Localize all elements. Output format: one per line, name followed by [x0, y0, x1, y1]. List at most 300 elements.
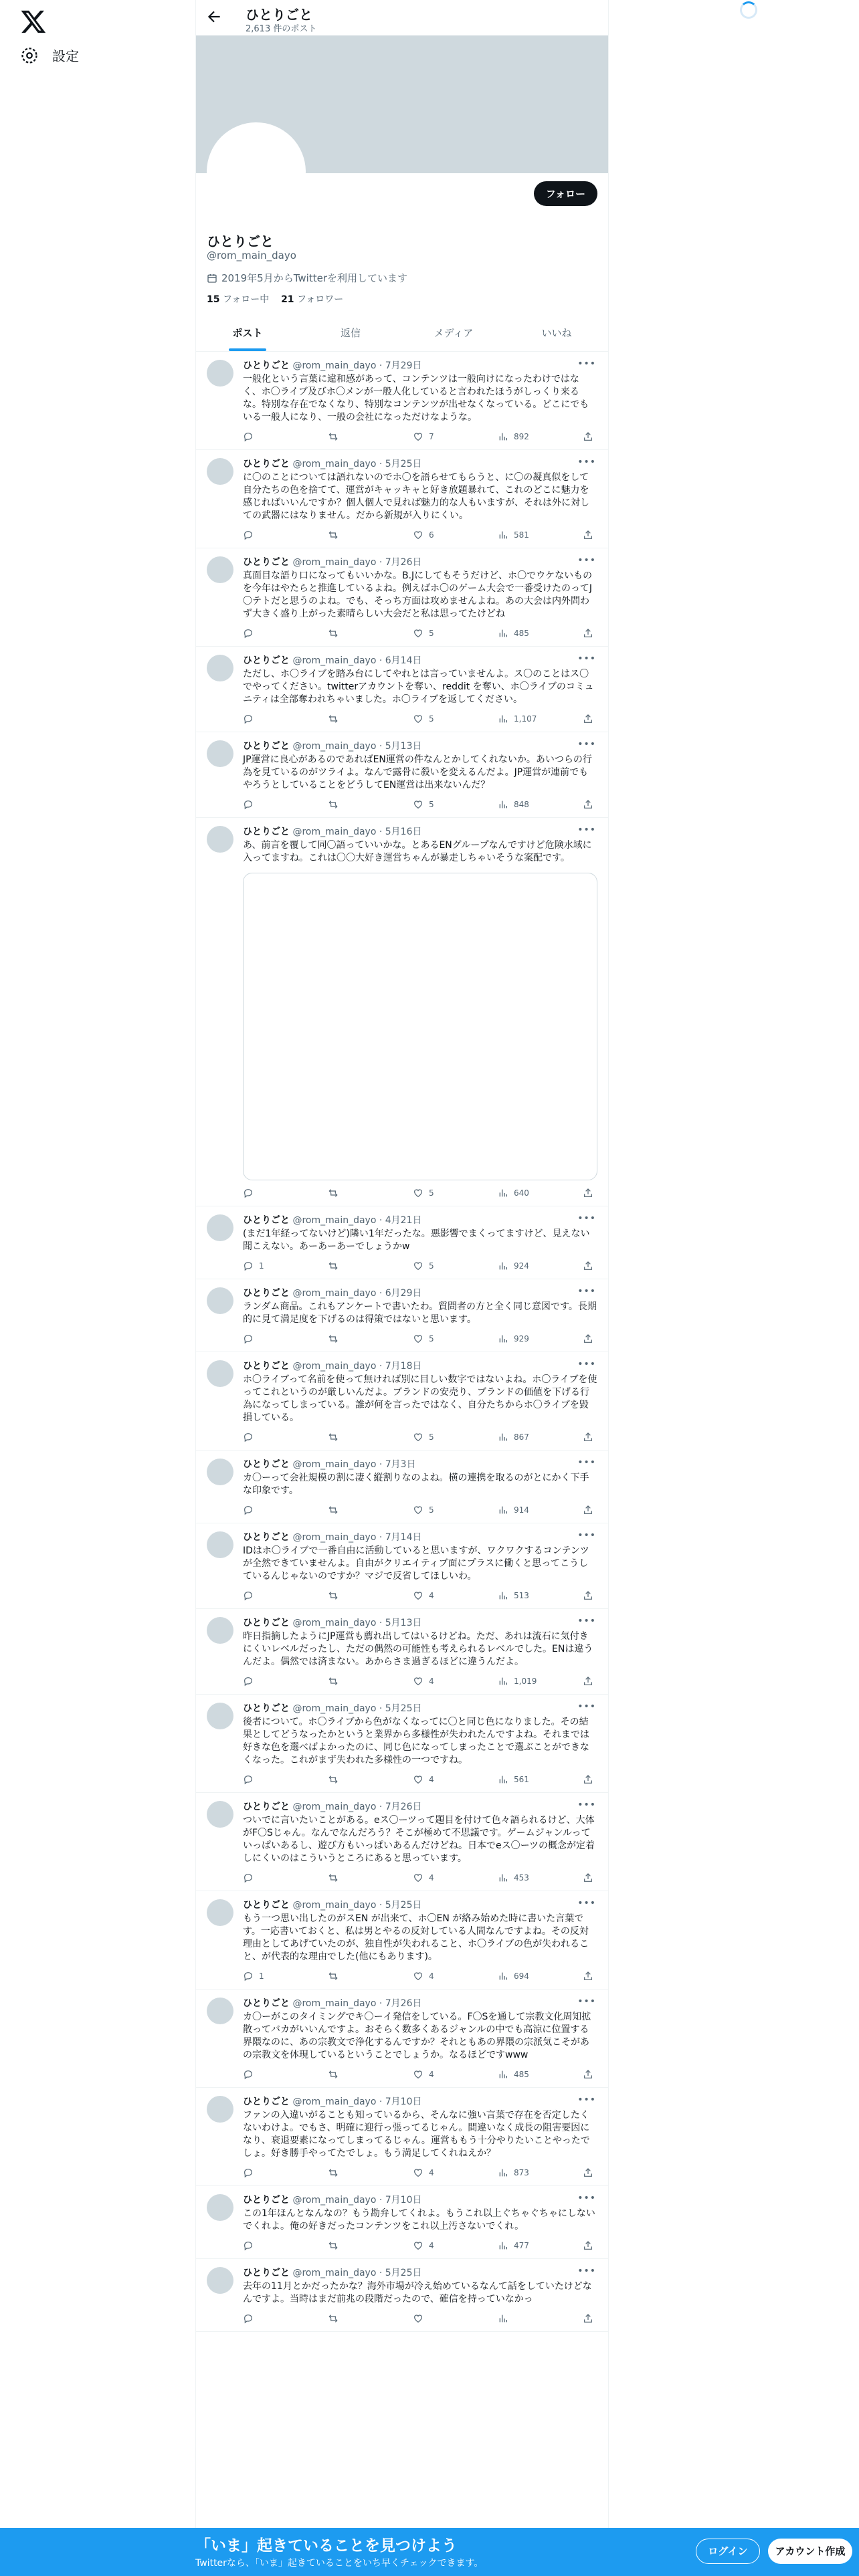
share-button[interactable]	[583, 1431, 593, 1443]
tab-replies[interactable]: 返信	[340, 327, 361, 339]
tweet-avatar[interactable]	[207, 556, 233, 583]
tweet-handle[interactable]: @rom_main_dayo	[292, 1703, 377, 1714]
like-button[interactable]	[413, 1333, 474, 1345]
tweet[interactable]	[196, 450, 608, 548]
like-button[interactable]	[413, 1872, 474, 1884]
tweet[interactable]	[196, 1609, 608, 1695]
view-count: 867	[514, 1432, 529, 1442]
tweet-avatar[interactable]	[207, 1214, 233, 1241]
like-count: 5	[429, 1432, 434, 1442]
repost-icon	[328, 1333, 339, 1344]
tweet-date[interactable]: 5月13日	[385, 1618, 422, 1628]
reply-button[interactable]	[243, 1333, 304, 1345]
reply-button[interactable]	[243, 1187, 304, 1199]
tweet-author-name[interactable]: ひとりごと	[243, 1802, 290, 1812]
view-count: 581	[514, 530, 529, 540]
tweet-handle[interactable]: @rom_main_dayo	[292, 2097, 377, 2107]
tweet-avatar[interactable]	[207, 1360, 233, 1387]
more-options-icon[interactable]: •••	[577, 653, 596, 664]
gear-icon	[20, 46, 39, 65]
tweet-actions	[243, 2240, 597, 2252]
repost-button[interactable]	[328, 1431, 389, 1443]
more-options-icon[interactable]: •••	[577, 1359, 596, 1370]
repost-button[interactable]	[328, 529, 389, 541]
tweet-handle[interactable]: @rom_main_dayo	[292, 655, 377, 666]
views-button[interactable]	[498, 1260, 559, 1272]
tweet-date[interactable]: 7月14日	[385, 1532, 422, 1543]
tweet-handle[interactable]: @rom_main_dayo	[292, 360, 377, 371]
tweet-date[interactable]: 7月29日	[385, 360, 422, 371]
share-button[interactable]	[583, 1774, 593, 1786]
tweet-author-name[interactable]: ひとりごと	[243, 741, 290, 752]
views-button[interactable]	[498, 2167, 559, 2179]
like-button[interactable]	[413, 1970, 474, 1982]
share-button[interactable]	[583, 1504, 593, 1516]
tweet-separator: ·	[376, 1532, 385, 1543]
reply-button[interactable]	[243, 713, 304, 725]
tweet[interactable]	[196, 1793, 608, 1891]
view-count: 873	[514, 2168, 529, 2177]
view-count: 513	[514, 1591, 529, 1600]
tweet-handle[interactable]: @rom_main_dayo	[292, 557, 377, 568]
tweet-actions	[243, 1774, 597, 1786]
reply-button[interactable]	[243, 1774, 304, 1786]
share-button[interactable]	[583, 2313, 593, 2325]
tweet-handle[interactable]: @rom_main_dayo	[292, 1215, 377, 1226]
view-count: 1,107	[514, 714, 537, 724]
share-button[interactable]	[583, 1872, 593, 1884]
main-column	[195, 0, 609, 2576]
repost-button[interactable]	[328, 1260, 389, 1272]
following-link[interactable]: 15 フォロー中	[207, 294, 270, 305]
heart-icon	[413, 1676, 423, 1687]
more-options-icon[interactable]: •••	[577, 739, 596, 750]
more-options-icon[interactable]: •••	[577, 2266, 596, 2276]
tweet-date[interactable]: 7月26日	[385, 1802, 422, 1812]
tweet-avatar[interactable]	[207, 1899, 233, 1926]
tweet[interactable]	[196, 1523, 608, 1609]
share-icon	[583, 1774, 593, 1785]
views-button[interactable]	[498, 2313, 559, 2325]
repost-button[interactable]	[328, 1774, 389, 1786]
tweet-date[interactable]: 5月25日	[385, 1703, 422, 1714]
calendar-icon	[207, 273, 217, 284]
more-options-icon[interactable]: •••	[577, 825, 596, 835]
repost-button[interactable]	[328, 1187, 389, 1199]
tweet-date[interactable]: 7月10日	[385, 2097, 422, 2107]
tweet-avatar[interactable]	[207, 1703, 233, 1729]
tweet[interactable]	[196, 1990, 608, 2088]
reply-button[interactable]	[243, 431, 304, 443]
tweet-author-name[interactable]: ひとりごと	[243, 360, 290, 371]
like-button[interactable]	[413, 1774, 474, 1786]
tweet-avatar[interactable]	[207, 655, 233, 681]
tweet-author-name[interactable]: ひとりごと	[243, 655, 290, 666]
tweet-author-name[interactable]: ひとりごと	[243, 1288, 290, 1299]
share-button[interactable]	[583, 1675, 593, 1687]
views-icon	[498, 714, 508, 724]
tab-posts[interactable]: ポスト	[196, 316, 299, 351]
reply-button[interactable]	[243, 2068, 304, 2080]
reply-button[interactable]	[243, 2240, 304, 2252]
reply-button[interactable]	[243, 529, 304, 541]
like-button[interactable]	[413, 1431, 474, 1443]
signup-button[interactable]: アカウント作成	[768, 2539, 852, 2564]
tweet-text: 後者について。ホ〇ライブから色がなくなってに〇と同じ色になりました。その結果としてどうなったかというと業界から多様性が失われたんですよね。それまでは好きな色を選べばよかったのに、同じ色になってしまったことで選ぶことができなくなった。これがまず失われた多様性の一つですね。	[243, 1717, 589, 1765]
tweet[interactable]	[196, 352, 608, 450]
tweet[interactable]	[196, 1206, 608, 1279]
like-button[interactable]	[413, 1504, 474, 1516]
tweet-actions	[243, 1504, 597, 1516]
tweet-text: ランダム商品。これもアンケートで書いたわ。質問者の方と全く同じ意図です。長期的に見て満足度を下げるのは得策ではないと思います。	[243, 1301, 597, 1325]
heart-icon	[413, 2313, 423, 2324]
tweet-date[interactable]: 7月10日	[385, 2195, 422, 2206]
like-count: 4	[429, 1775, 434, 1784]
view-count: 477	[514, 2241, 529, 2250]
tab-media[interactable]: メディア	[434, 327, 474, 339]
share-icon	[583, 2167, 593, 2178]
share-button[interactable]	[583, 627, 593, 639]
tweet-handle[interactable]: @rom_main_dayo	[292, 1459, 377, 1470]
tweet-handle[interactable]: @rom_main_dayo	[292, 827, 377, 837]
more-options-icon[interactable]: •••	[577, 1996, 596, 2007]
views-button[interactable]	[498, 1504, 559, 1516]
share-icon	[583, 799, 593, 810]
like-button[interactable]	[413, 431, 474, 443]
reply-button[interactable]	[243, 2167, 304, 2179]
reply-button[interactable]	[243, 1872, 304, 1884]
tweet-avatar[interactable]	[207, 740, 233, 767]
tweet-avatar[interactable]	[207, 1531, 233, 1558]
reply-icon	[243, 1872, 254, 1883]
tweet-author-name[interactable]: ひとりごと	[243, 2195, 290, 2206]
profile-handle: @rom_main_dayo	[207, 249, 296, 261]
more-options-icon[interactable]: •••	[577, 1898, 596, 1909]
reply-button[interactable]	[243, 1590, 304, 1602]
reply-button[interactable]	[243, 1970, 304, 1982]
tweet-media[interactable]	[243, 873, 597, 1180]
more-options-icon[interactable]: •••	[577, 1800, 596, 1810]
like-button[interactable]	[413, 2313, 474, 2325]
tweet[interactable]	[196, 732, 608, 818]
tweet-author-name[interactable]: ひとりごと	[243, 827, 290, 837]
views-button[interactable]	[498, 627, 559, 639]
repost-button[interactable]	[328, 2313, 389, 2325]
profile-tabs	[196, 316, 608, 352]
tweet-actions	[243, 1970, 597, 1982]
share-button[interactable]	[583, 1333, 593, 1345]
tweet-handle[interactable]: @rom_main_dayo	[292, 1288, 377, 1299]
tweet-avatar[interactable]	[207, 360, 233, 387]
reply-button[interactable]	[243, 627, 304, 639]
tweet-author-name[interactable]: ひとりごと	[243, 1703, 290, 1714]
repost-button[interactable]	[328, 1970, 389, 1982]
tweet-avatar[interactable]	[207, 826, 233, 853]
views-icon	[498, 2069, 508, 2080]
views-button[interactable]	[498, 2240, 559, 2252]
view-count: 694	[514, 1971, 529, 1981]
like-button[interactable]	[413, 1187, 474, 1199]
follow-button[interactable]: フォロー	[534, 181, 597, 206]
like-count: 4	[429, 2070, 434, 2079]
share-icon	[583, 1872, 593, 1883]
repost-button[interactable]	[328, 798, 389, 811]
repost-button[interactable]	[328, 431, 389, 443]
view-count: 929	[514, 1334, 529, 1344]
tweet-handle[interactable]: @rom_main_dayo	[292, 2195, 377, 2206]
tweet-author-name[interactable]: ひとりごと	[243, 2268, 290, 2278]
like-count: 5	[429, 1505, 434, 1515]
tweet-separator: ·	[376, 1215, 385, 1226]
tweet-actions	[243, 529, 597, 541]
views-button[interactable]	[498, 1187, 559, 1199]
signup-banner-subtitle: Twitterなら、「いま」起きていることをいち早くチェックできます。	[195, 2558, 484, 2569]
tweet[interactable]	[196, 1891, 608, 1990]
share-button[interactable]	[583, 713, 593, 725]
like-button[interactable]	[413, 529, 474, 541]
tweet-handle[interactable]: @rom_main_dayo	[292, 459, 377, 469]
share-icon	[583, 431, 593, 442]
share-button[interactable]	[583, 2167, 593, 2179]
tweet-header	[243, 1531, 597, 1543]
tweet-date[interactable]: 5月25日	[385, 459, 422, 469]
repost-button[interactable]	[328, 2240, 389, 2252]
views-icon	[498, 628, 508, 639]
views-button[interactable]	[498, 1590, 559, 1602]
tweet-separator: ·	[376, 741, 385, 752]
share-icon	[583, 1676, 593, 1687]
tweet-separator: ·	[376, 2097, 385, 2107]
tweet-date[interactable]: 5月25日	[385, 1900, 422, 1911]
views-icon	[498, 1333, 508, 1344]
repost-icon	[328, 2313, 339, 2324]
repost-icon	[328, 1261, 339, 1271]
heart-icon	[413, 799, 423, 810]
tweet-text: 一般化という言葉に違和感があって、コンテンツは一般向けになったわけではなく、ホ〇ライブ及びホ〇メンが一般人化していると言われたほうがしっくり来るな。特別な存在でなくなり、特別なコンテンツが出せなくなっている。どこにでもいる一般人になり、一般の会社になっただけなような。	[243, 374, 589, 423]
tweet-author-name[interactable]: ひとりごと	[243, 1215, 290, 1226]
tweet-text: カ〇ーって会社規模の割に凄く縦割りなのよね。横の連携を取るのがとにかく下手な印象です。	[243, 1473, 589, 1496]
tab-likes[interactable]: いいね	[541, 327, 572, 339]
repost-button[interactable]	[328, 1333, 389, 1345]
like-count: 4	[429, 1677, 434, 1686]
tweet-avatar[interactable]	[207, 1998, 233, 2024]
tweet[interactable]	[196, 2088, 608, 2186]
tweet-date[interactable]: 5月16日	[385, 827, 422, 837]
tweet[interactable]	[196, 1352, 608, 1451]
reply-button[interactable]	[243, 2313, 304, 2325]
views-button[interactable]	[498, 1774, 559, 1786]
tweet[interactable]	[196, 2186, 608, 2259]
tweet-separator: ·	[376, 1703, 385, 1714]
tweet-handle[interactable]: @rom_main_dayo	[292, 741, 377, 752]
tweet[interactable]	[196, 1451, 608, 1523]
tweet-avatar[interactable]	[207, 1617, 233, 1644]
reply-button[interactable]	[243, 1431, 304, 1443]
like-count: 5	[429, 629, 434, 638]
views-button[interactable]	[498, 2068, 559, 2080]
tweet-date[interactable]: 5月13日	[385, 741, 422, 752]
repost-button[interactable]	[328, 1504, 389, 1516]
share-button[interactable]	[583, 529, 593, 541]
tweet[interactable]	[196, 647, 608, 732]
share-button[interactable]	[583, 1590, 593, 1602]
reply-button[interactable]	[243, 798, 304, 811]
tweet-handle[interactable]: @rom_main_dayo	[292, 1998, 377, 2009]
like-button[interactable]	[413, 1590, 474, 1602]
more-options-icon[interactable]: •••	[577, 1213, 596, 1224]
repost-icon	[328, 1432, 339, 1442]
tweet-actions	[243, 1187, 597, 1199]
views-icon	[498, 1590, 508, 1601]
repost-button[interactable]	[328, 2068, 389, 2080]
tweet[interactable]	[196, 818, 608, 1206]
tweet-author-name[interactable]: ひとりごと	[243, 459, 290, 469]
tweet[interactable]	[196, 2259, 608, 2332]
more-options-icon[interactable]: •••	[577, 555, 596, 566]
views-button[interactable]	[498, 713, 559, 725]
tweet-date[interactable]: 4月21日	[385, 1215, 422, 1226]
tweet-handle[interactable]: @rom_main_dayo	[292, 2268, 377, 2278]
like-button[interactable]	[413, 713, 474, 725]
more-options-icon[interactable]: •••	[577, 2193, 596, 2204]
tweet-text: ホ〇ライブって名前を使って無ければ別に目しい数字ではないよね。ホ〇ライブを使ってこれというのが厳しいんだよ。ブランドの安売り、ブランドの価値を下げる行為になってしまっている。誰が何を言ったではなく、自分たちからホ〇ライブを毀損している。	[243, 1374, 597, 1423]
views-button[interactable]	[498, 1431, 559, 1443]
tweet-avatar[interactable]	[207, 2194, 233, 2221]
repost-button[interactable]	[328, 1675, 389, 1687]
tweet-date[interactable]: 7月3日	[385, 1459, 416, 1470]
followers-link[interactable]: 21 フォロワー	[281, 294, 344, 305]
tweet[interactable]	[196, 1279, 608, 1352]
views-icon	[498, 799, 508, 810]
like-button[interactable]	[413, 2068, 474, 2080]
views-button[interactable]	[498, 431, 559, 443]
tweet-separator: ·	[376, 1459, 385, 1470]
tweet-text: (まだ1年経ってないけど)隣い1年だったな。悪影響でまくってますけど、見えない聞こえない。あーあーあーでしょうかw	[243, 1228, 590, 1252]
tweet[interactable]	[196, 548, 608, 647]
like-button[interactable]	[413, 798, 474, 811]
views-button[interactable]	[498, 1970, 559, 1982]
tweet-author-name[interactable]: ひとりごと	[243, 1532, 290, 1543]
repost-button[interactable]	[328, 713, 389, 725]
tweet-avatar[interactable]	[207, 2096, 233, 2123]
repost-button[interactable]	[328, 627, 389, 639]
nav-settings[interactable]	[20, 45, 79, 65]
share-icon	[583, 1188, 593, 1198]
like-button[interactable]	[413, 2167, 474, 2179]
share-icon	[583, 1432, 593, 1442]
back-arrow-icon[interactable]	[205, 8, 223, 25]
share-button[interactable]	[583, 1970, 593, 1982]
tweet-author-name[interactable]: ひとりごと	[243, 557, 290, 568]
like-button[interactable]	[413, 1675, 474, 1687]
tweet-separator: ·	[376, 360, 385, 371]
tweet-author-name[interactable]: ひとりごと	[243, 1459, 290, 1470]
share-button[interactable]	[583, 798, 593, 811]
more-options-icon[interactable]: •••	[577, 2095, 596, 2105]
repost-button[interactable]	[328, 1590, 389, 1602]
views-button[interactable]	[498, 798, 559, 811]
repost-button[interactable]	[328, 1872, 389, 1884]
tweet-author-name[interactable]: ひとりごと	[243, 1900, 290, 1911]
tweet-date[interactable]: 7月26日	[385, 557, 422, 568]
views-button[interactable]	[498, 529, 559, 541]
tweet-actions	[243, 627, 597, 639]
views-button[interactable]	[498, 1675, 559, 1687]
share-button[interactable]	[583, 1187, 593, 1199]
like-button[interactable]	[413, 2240, 474, 2252]
tweet-date[interactable]: 6月29日	[385, 1288, 422, 1299]
repost-button[interactable]	[328, 2167, 389, 2179]
tweet-author-name[interactable]: ひとりごと	[243, 2097, 290, 2107]
more-options-icon[interactable]: •••	[577, 1286, 596, 1297]
like-button[interactable]	[413, 1260, 474, 1272]
tweet-handle[interactable]: @rom_main_dayo	[292, 1802, 377, 1812]
more-options-icon[interactable]: •••	[577, 1616, 596, 1626]
reply-icon	[243, 1590, 254, 1601]
tweet-date[interactable]: 5月25日	[385, 2268, 422, 2278]
tweet-avatar[interactable]	[207, 1459, 233, 1485]
view-count: 914	[514, 1505, 529, 1515]
login-button[interactable]: ログイン	[696, 2539, 760, 2564]
like-button[interactable]	[413, 627, 474, 639]
tweet-author-name[interactable]: ひとりごと	[243, 1998, 290, 2009]
like-count: 4	[429, 1873, 434, 1883]
views-button[interactable]	[498, 1333, 559, 1345]
more-options-icon[interactable]: •••	[577, 358, 596, 369]
share-button[interactable]	[583, 2240, 593, 2252]
x-logo-icon[interactable]	[20, 8, 47, 35]
more-options-icon[interactable]: •••	[577, 1701, 596, 1712]
tweet-avatar[interactable]	[207, 1287, 233, 1314]
reply-button[interactable]	[243, 1675, 304, 1687]
share-button[interactable]	[583, 431, 593, 443]
tweet-author-name[interactable]: ひとりごと	[243, 1361, 290, 1372]
more-options-icon[interactable]: •••	[577, 1457, 596, 1468]
tweet-header	[243, 826, 597, 838]
tweet-handle[interactable]: @rom_main_dayo	[292, 1361, 377, 1372]
left-sidebar	[0, 0, 195, 2576]
views-button[interactable]	[498, 1872, 559, 1884]
tweet-handle[interactable]: @rom_main_dayo	[292, 1532, 377, 1543]
reply-button[interactable]	[243, 1260, 304, 1272]
tweet-avatar[interactable]	[207, 458, 233, 485]
tweet-date[interactable]: 6月14日	[385, 655, 422, 666]
tweet-handle[interactable]: @rom_main_dayo	[292, 1900, 377, 1911]
tweet-header	[243, 655, 597, 667]
tweet-avatar[interactable]	[207, 1801, 233, 1828]
reply-icon	[243, 1333, 254, 1344]
tweet-date[interactable]: 7月26日	[385, 1998, 422, 2009]
share-icon	[583, 1505, 593, 1515]
heart-icon	[413, 1333, 423, 1344]
heart-icon	[413, 1505, 423, 1515]
share-button[interactable]	[583, 1260, 593, 1272]
avatar[interactable]	[207, 122, 306, 221]
more-options-icon[interactable]: •••	[577, 457, 596, 467]
tweet-handle[interactable]: @rom_main_dayo	[292, 1618, 377, 1628]
tweet-date[interactable]: 7月18日	[385, 1361, 422, 1372]
heart-icon	[413, 1188, 423, 1198]
tweet-separator: ·	[376, 655, 385, 666]
tweet-author-name[interactable]: ひとりごと	[243, 1618, 290, 1628]
reply-button[interactable]	[243, 1504, 304, 1516]
share-button[interactable]	[583, 2068, 593, 2080]
repost-icon	[328, 799, 339, 810]
tweet[interactable]	[196, 1695, 608, 1793]
more-options-icon[interactable]: •••	[577, 1530, 596, 1541]
share-icon	[583, 628, 593, 639]
tweet-avatar[interactable]	[207, 2267, 233, 2294]
